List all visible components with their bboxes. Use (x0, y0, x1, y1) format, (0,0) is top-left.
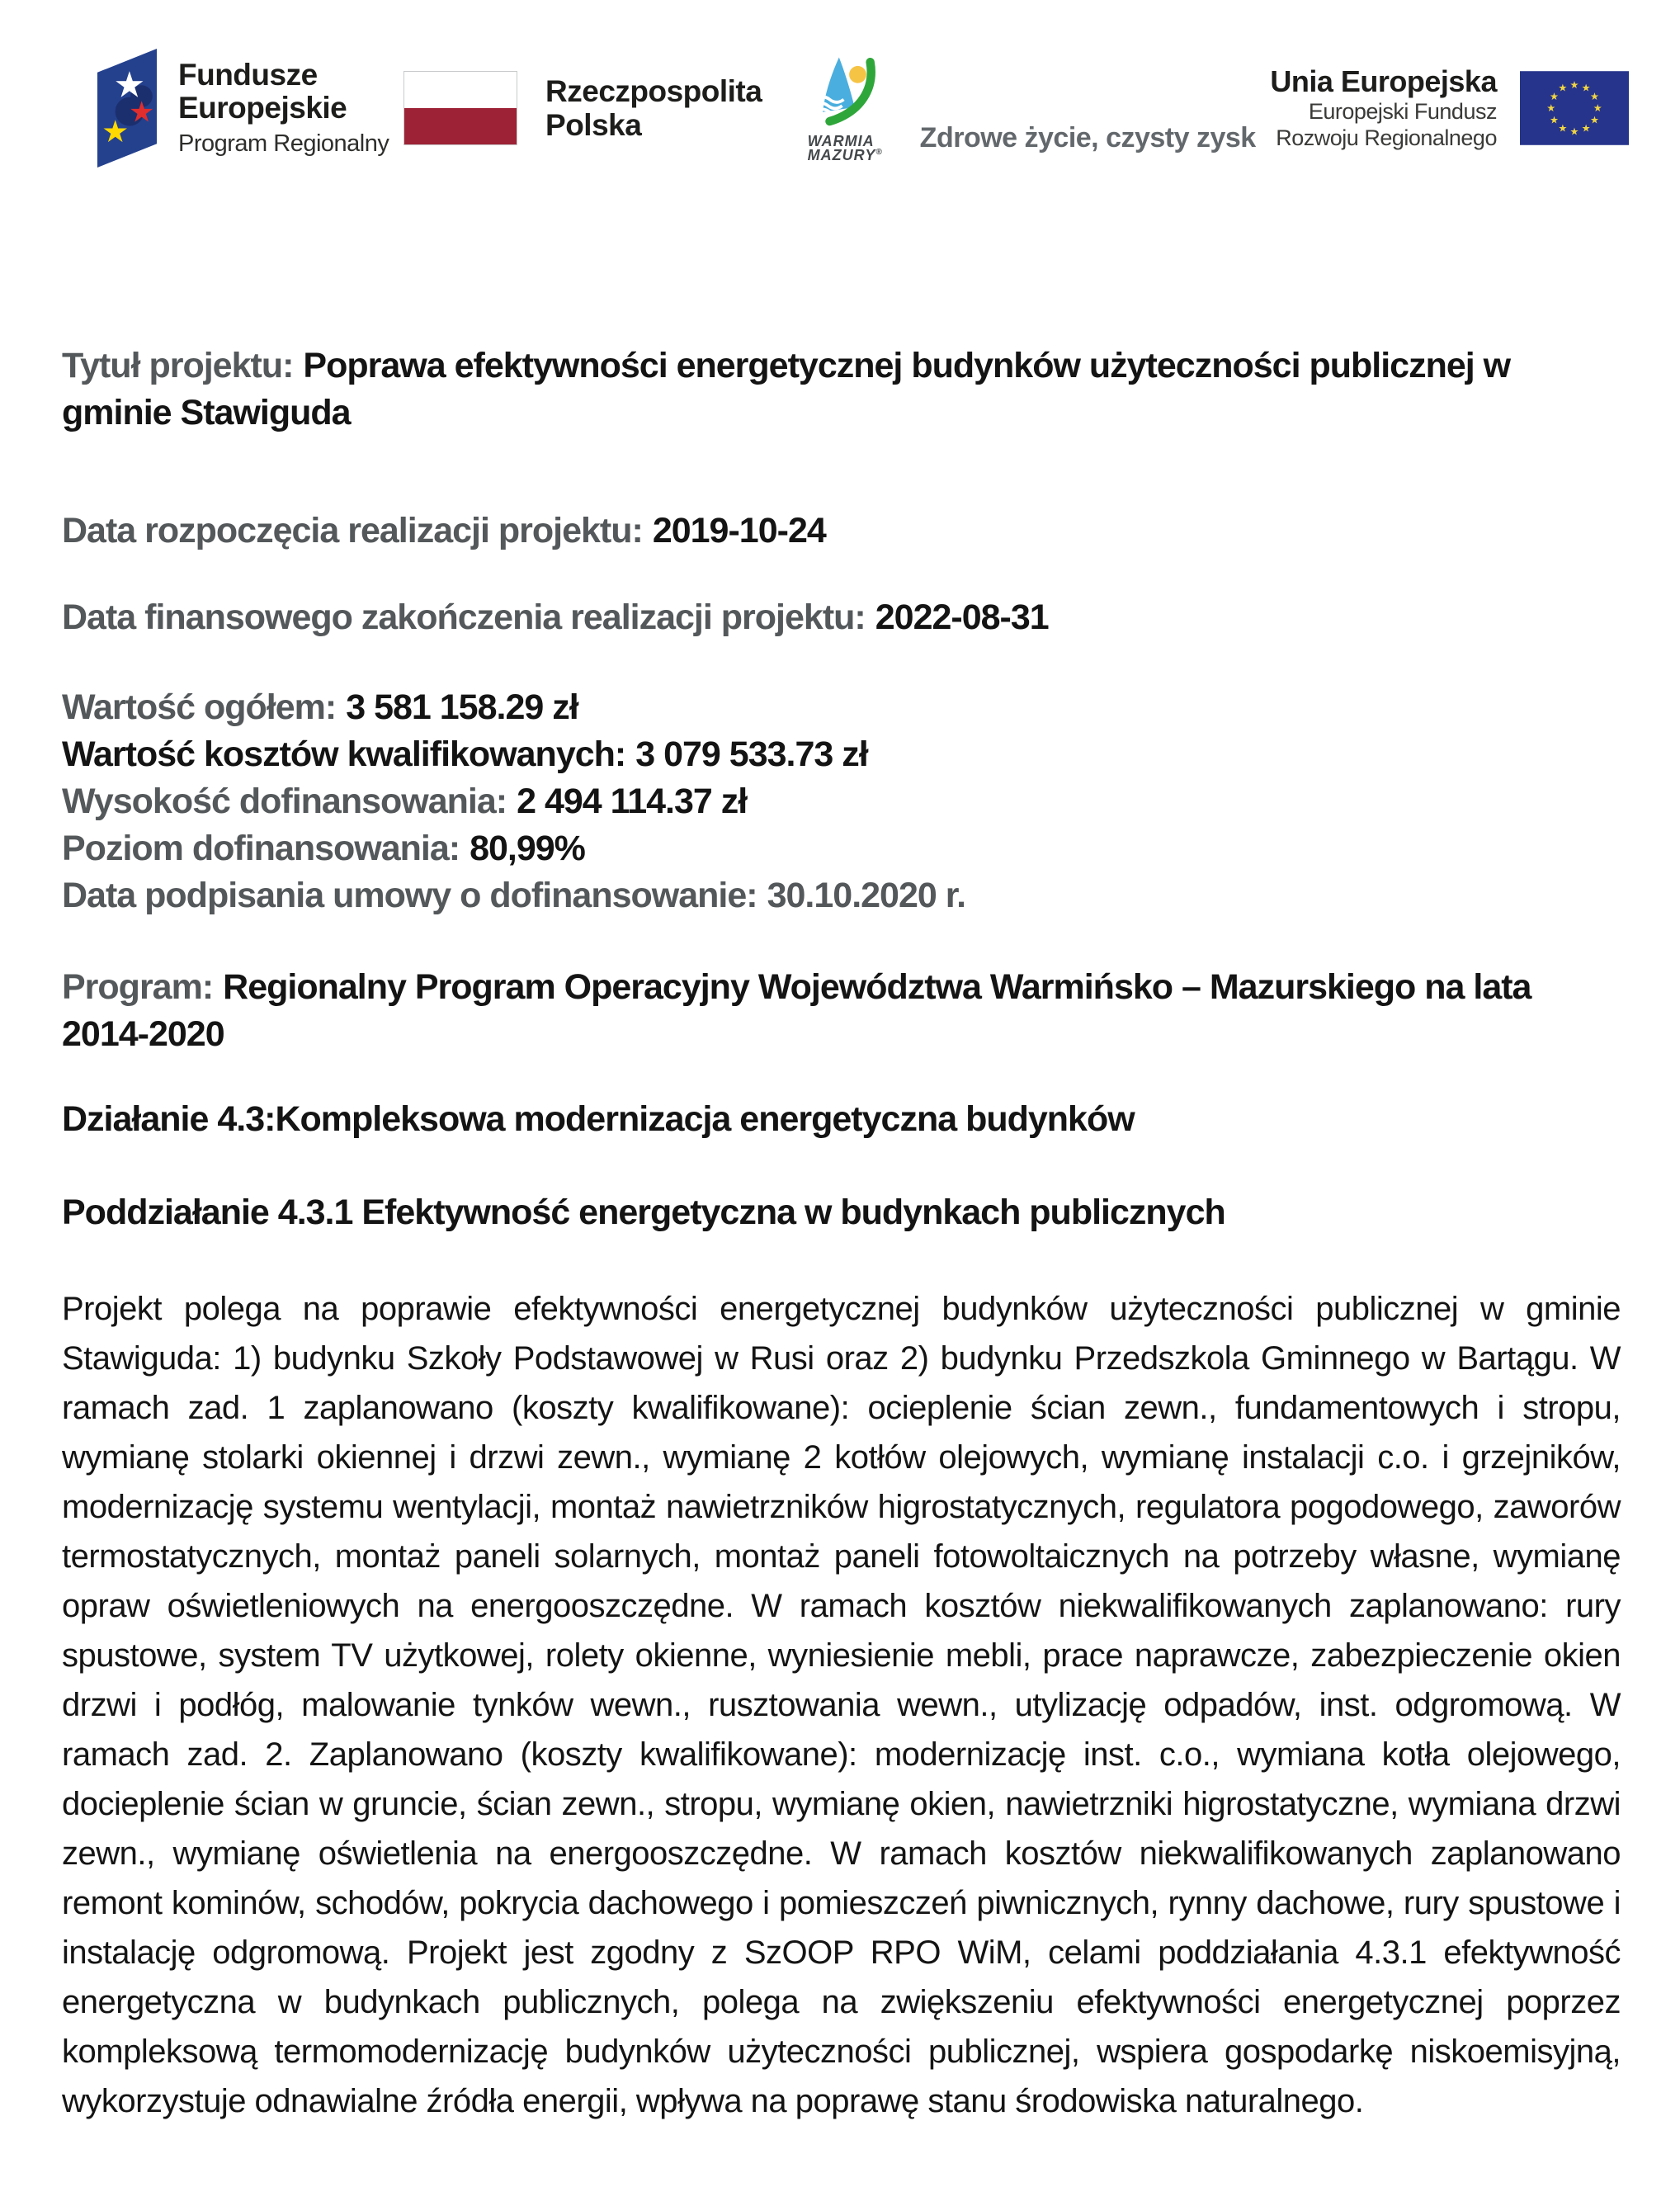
svg-text:★: ★ (1589, 91, 1599, 103)
warmia-mazury-icon (808, 54, 894, 133)
svg-text:★: ★ (129, 96, 155, 130)
eligible-costs-value: 3 079 533.73 zł (635, 735, 868, 774)
funding-level-label: Poziom dofinansowania: (62, 829, 460, 868)
svg-text:★: ★ (1546, 102, 1556, 115)
fundusze-logo-title: Fundusze Europejskie (178, 57, 347, 125)
funding-level-row (62, 825, 1621, 872)
start-date-row (62, 508, 1621, 555)
svg-text:★: ★ (1589, 114, 1599, 126)
svg-text:★: ★ (1558, 122, 1568, 135)
svg-text:★: ★ (1569, 125, 1579, 138)
svg-text:★: ★ (1581, 82, 1591, 94)
warmia-mazury-wordmark: WARMIA MAZURY® (807, 132, 883, 163)
funding-amount-value: 2 494 114.37 zł (517, 782, 748, 821)
svg-text:★: ★ (113, 64, 146, 106)
total-value-row (62, 684, 1621, 731)
funding-amount-label: Wysokość dofinansowania: (62, 782, 507, 821)
logo-banner (97, 45, 1629, 171)
eu-logo-subtitle-2: Rozwoju Regionalnego (1276, 125, 1497, 150)
action-row (62, 1096, 1621, 1143)
svg-text:★: ★ (1549, 114, 1559, 126)
svg-text:★: ★ (1569, 78, 1579, 91)
funding-level-value: 80,99% (470, 829, 585, 868)
program-row (62, 964, 1621, 1058)
eligible-costs-row (62, 731, 1621, 778)
signing-date-label: Data podpisania umowy o dofinansowanie: (62, 876, 757, 915)
signing-date-row (62, 872, 1621, 919)
subaction-row (62, 1189, 1621, 1236)
eu-logo (1270, 64, 1629, 152)
fundusze-flag-icon (97, 49, 157, 168)
document-body (0, 342, 1680, 2126)
end-date-label: Data finansowego zakończenia realizacji projektu: (62, 598, 866, 637)
svg-text:★: ★ (1581, 122, 1591, 135)
funding-amount-row (62, 778, 1621, 825)
svg-text:★: ★ (1593, 102, 1602, 115)
eligible-costs-label: Wartość kosztów kwalifikowanych: (62, 735, 626, 774)
eu-logo-title: Unia Europejska (1270, 64, 1497, 99)
total-value-label: Wartość ogółem: (62, 687, 337, 727)
eu-flag-icon (1520, 71, 1629, 145)
svg-text:★: ★ (1558, 82, 1568, 94)
eu-logo-subtitle-1: Europejski Fundusz (1308, 99, 1497, 125)
financial-summary (62, 684, 1621, 919)
poland-logo (403, 71, 793, 145)
fundusze-europejskie-logo (97, 49, 389, 168)
project-title-value: Poprawa efektywności energetycznej budynków użyteczności publicznej w gminie Stawiguda (62, 346, 1511, 432)
total-value-value: 3 581 158.29 zł (346, 687, 578, 727)
end-date-row (62, 594, 1621, 641)
poland-flag-icon (403, 71, 517, 145)
start-date-label: Data rozpoczęcia realizacji projektu: (62, 511, 643, 550)
program-label: Program: (62, 967, 214, 1007)
svg-text:★: ★ (101, 114, 130, 150)
svg-text:★: ★ (1549, 91, 1559, 103)
start-date-value: 2019-10-24 (652, 511, 826, 550)
program-value: Regionalny Program Operacyjny Województwa Warmińsko – Mazurskiego na lata 2014-2020 (62, 967, 1531, 1054)
subaction-text: Poddziałanie 4.3.1 Efektywność energetyczna w budynkach publicznych (62, 1193, 1225, 1232)
end-date-value: 2022-08-31 (875, 598, 1049, 637)
poland-logo-title: Rzeczpospolita Polska (545, 73, 762, 142)
signing-date-value: 30.10.2020 r. (767, 876, 966, 915)
registered-mark: ® (875, 148, 883, 157)
action-text: Działanie 4.3:Kompleksowa modernizacja energetyczna budynków (62, 1099, 1135, 1139)
warmia-mazury-logo (808, 54, 1256, 163)
warmia-mazury-tagline: Zdrowe życie, czysty zysk (919, 122, 1256, 154)
fundusze-logo-subtitle: Program Regionalny (178, 130, 389, 158)
project-title-label: Tytuł projektu: (62, 346, 294, 385)
project-title-row (62, 342, 1621, 437)
project-description: Projekt polega na poprawie efektywności energetycznej budynków użyteczności publicznej w gminie Stawiguda: 1) budynku Szkoły Podstawowej w Rusi oraz 2) budynku Przedszkola Gminnego w Bartągu. W ramach zad. 1 zaplanowano (koszty kwalifikowane): ocieplenie ścian zewn., fundamentowych i stropu, wymianę stolarki okiennej i drzwi zewn., wymianę 2 kotłów olejowych, wymianę instalacji c.o. i grzejników, modernizację systemu wentylacji, montaż nawietrzników higrostatycznych, regulatora pogodowego, zaworów termostatycznych, montaż paneli solarnych, montaż paneli fotowoltaicznych na potrzeby własne, wymianę opraw oświetleniowych na energooszczędne. W ramach kosztów niekwalifikowanych zaplanowano: rury spustowe, system TV użytkowej, rolety okienne, wyniesienie mebli, prace naprawcze, zabezpieczenie okien drzwi i podłóg, malowanie tynków wewn., rusztowania wewn., utylizację odpadów, inst. odgromową. W ramach zad. 2. Zaplanowano (koszty kwalifikowane): modernizację inst. c.o., wymiana kotła olejowego, docieplenie ścian w gruncie, ścian zewn., stropu, wymianę okien, nawietrzniki higrostatyczne, wymiana drzwi zewn., wymianę oświetlenia na energooszczędne. W ramach kosztów niekwalifikowanych zaplanowano remont kominów, schodów, pokrycia dachowego i pomieszczeń piwnicznych, rynny dachowe, rury spustowe i instalację odgromową. Projekt jest zgodny z SzOOP RPO WiM, celami poddziałania 4.3.1 efektywność energetyczna w budynkach publicznych, polega na zwiększeniu efektywności energetycznej poprzez kompleksową termomodernizację budynków użyteczności publicznej, wspiera gospodarkę niskoemisyjną, wykorzystuje odnawialne źródła energii, wpływa na poprawę stanu środowiska naturalnego. (62, 1291, 1621, 2119)
